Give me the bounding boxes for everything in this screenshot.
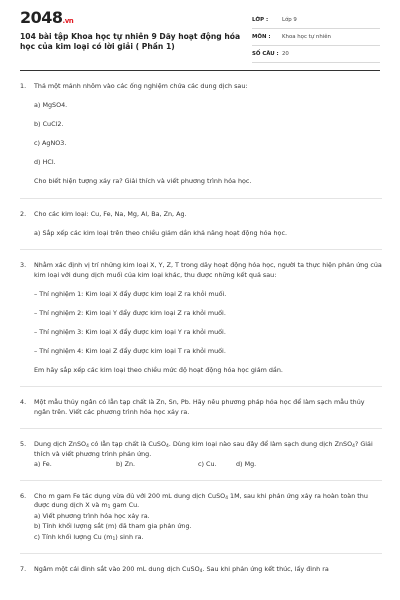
meta-value: Khoa học tự nhiên (282, 34, 331, 40)
question-text: Cho các kim loại: Cu, Fe, Na, Mg, Al, Ba, Zn, Ag. (34, 209, 187, 218)
question-separator (20, 198, 382, 199)
question-6 (20, 492, 382, 544)
sub-question-a: a) Sắp xếp các kim loại trên theo chiều giảm dần khả năng hoạt động hóa học. (34, 228, 288, 237)
text-run: Dung dịch ZnSO (34, 440, 87, 448)
page-header (0, 0, 400, 72)
question-separator (20, 386, 382, 387)
question-number: 4. (20, 398, 27, 406)
question-number: 7. (20, 565, 27, 573)
option-a: a) Fe. (34, 460, 52, 468)
subscript: 1 (107, 505, 111, 510)
question-list (20, 82, 382, 576)
meta-row-subject (252, 29, 380, 46)
sub-question-c (34, 533, 382, 543)
question-prompt: Cho biết hiện tượng xảy ra? Giải thích và viết phương trình hóa học. (34, 177, 252, 185)
text-run: . Dùng kim loại nào sau đây để làm sạch dung dịch ZnSO (168, 440, 353, 448)
text-run: có lẫn tạp chất là CuSO (88, 440, 166, 448)
meta-key: SỐ CÂU : (252, 51, 279, 57)
question-text: Thả một mảnh nhôm vào các ống nghiệm chứa các dung dịch sau: (34, 82, 248, 90)
option-a: a) MgSO4. (34, 101, 68, 109)
subscript: 1 (112, 536, 116, 542)
text-run: ) sinh ra. (115, 532, 144, 541)
meta-key: LỚP : (252, 17, 269, 23)
question-3 (20, 261, 382, 376)
question-separator (20, 480, 382, 481)
option-c: c) AgNO3. (34, 139, 67, 147)
text-run: ? Giải thích và viết phương trình phản ứng. (34, 440, 373, 458)
subscript: 4 (86, 444, 89, 449)
subscript: 4 (225, 495, 228, 501)
sub-question-a: a) Viết phương trình hóa học xảy ra. (34, 511, 150, 520)
meta-value: Lớp 9 (282, 17, 297, 23)
header-divider (20, 70, 380, 71)
question-1 (20, 82, 382, 188)
answer-options (34, 460, 382, 470)
question-text (34, 492, 382, 511)
option-d: d) Mg. (236, 460, 257, 468)
logo-tld: .vn (62, 17, 74, 25)
experiment-4: – Thí nghiệm 4: Kim loại Z đẩy được kim loại T ra khỏi muối. (34, 346, 226, 355)
question-4 (20, 398, 382, 418)
question-separator (20, 249, 382, 250)
meta-value: 20 (282, 51, 289, 57)
meta-table (252, 12, 380, 63)
experiment-2: – Thí nghiệm 2: Kim loại Y đẩy được kim loại Z ra khỏi muối. (34, 308, 226, 317)
question-2 (20, 210, 382, 240)
option-b: b) CuCl2. (34, 120, 64, 128)
sub-question-b: b) Tính khối lượng sắt (m) đã tham gia phản ứng. (34, 522, 192, 530)
question-number: 5. (20, 440, 27, 448)
question-number: 6. (20, 491, 27, 500)
question-separator (20, 428, 382, 429)
document-title: 104 bài tập Khoa học tự nhiên 9 Dãy hoạt động hóa học của kim loại có lời giải ( Phần 1) (20, 32, 241, 51)
question-number: 2. (20, 209, 27, 218)
meta-key: MÔN : (252, 34, 271, 40)
meta-row-count (252, 46, 380, 63)
text-run: Ngâm một cái đinh sắt vào 200 mL dung dịch CuSO (34, 565, 200, 573)
question-separator (20, 553, 382, 554)
option-c: c) Cu. (198, 460, 217, 468)
question-text: Nhằm xác định vị trí những kim loại X, Y, Z, T trong dãy hoạt động hóa học, người ta thực hiện phản ứng của kim loại với dung dịch muối của kim loại khác, thu được những kết quả sau: (34, 261, 382, 279)
subscript: 4 (165, 444, 169, 449)
site-logo[interactable] (20, 8, 73, 27)
text-run: Cho m gam Fe tác dụng vừa đủ với 200 mL dung dịch CuSO (34, 491, 226, 500)
meta-row-class (252, 12, 380, 29)
question-text: Một mẫu thủy ngân có lẫn tạp chất là Zn, Sn, Pb. Hãy nêu phương pháp hóa học để làm sạch mẫu thủy ngân trên. Viết các phương trình hóa học xảy ra. (34, 398, 365, 416)
question-number: 3. (20, 261, 27, 269)
question-5 (20, 440, 382, 470)
question-number: 1. (20, 82, 27, 90)
question-text (34, 440, 382, 459)
experiment-3: – Thí nghiệm 3: Kim loại X đẩy được kim loại Y ra khỏi muối. (34, 327, 226, 336)
text-run: . Sau khi phản ứng kết thúc, lấy đinh ra (202, 565, 329, 573)
text-run: c) Tính khối lượng Cu (m (34, 532, 113, 541)
text-run: 1M, sau khi phản ứng xảy ra hoàn toàn thu được dung dịch X và m (34, 491, 368, 509)
subscript: 4 (352, 444, 355, 449)
option-b: b) Zn. (116, 460, 136, 468)
text-run: gam Cu. (110, 501, 140, 509)
subscript: 4 (199, 569, 203, 574)
question-prompt: Em hãy sắp xếp các kim loại theo chiều mức độ hoạt động hóa học giảm dần. (34, 365, 283, 374)
logo-text: 2048 (20, 8, 63, 27)
option-d: d) HCl. (34, 158, 56, 166)
experiment-1: – Thí nghiệm 1: Kim loại X đẩy được kim loại Z ra khỏi muối. (34, 289, 227, 298)
question-text (34, 565, 382, 575)
question-7 (20, 565, 382, 576)
